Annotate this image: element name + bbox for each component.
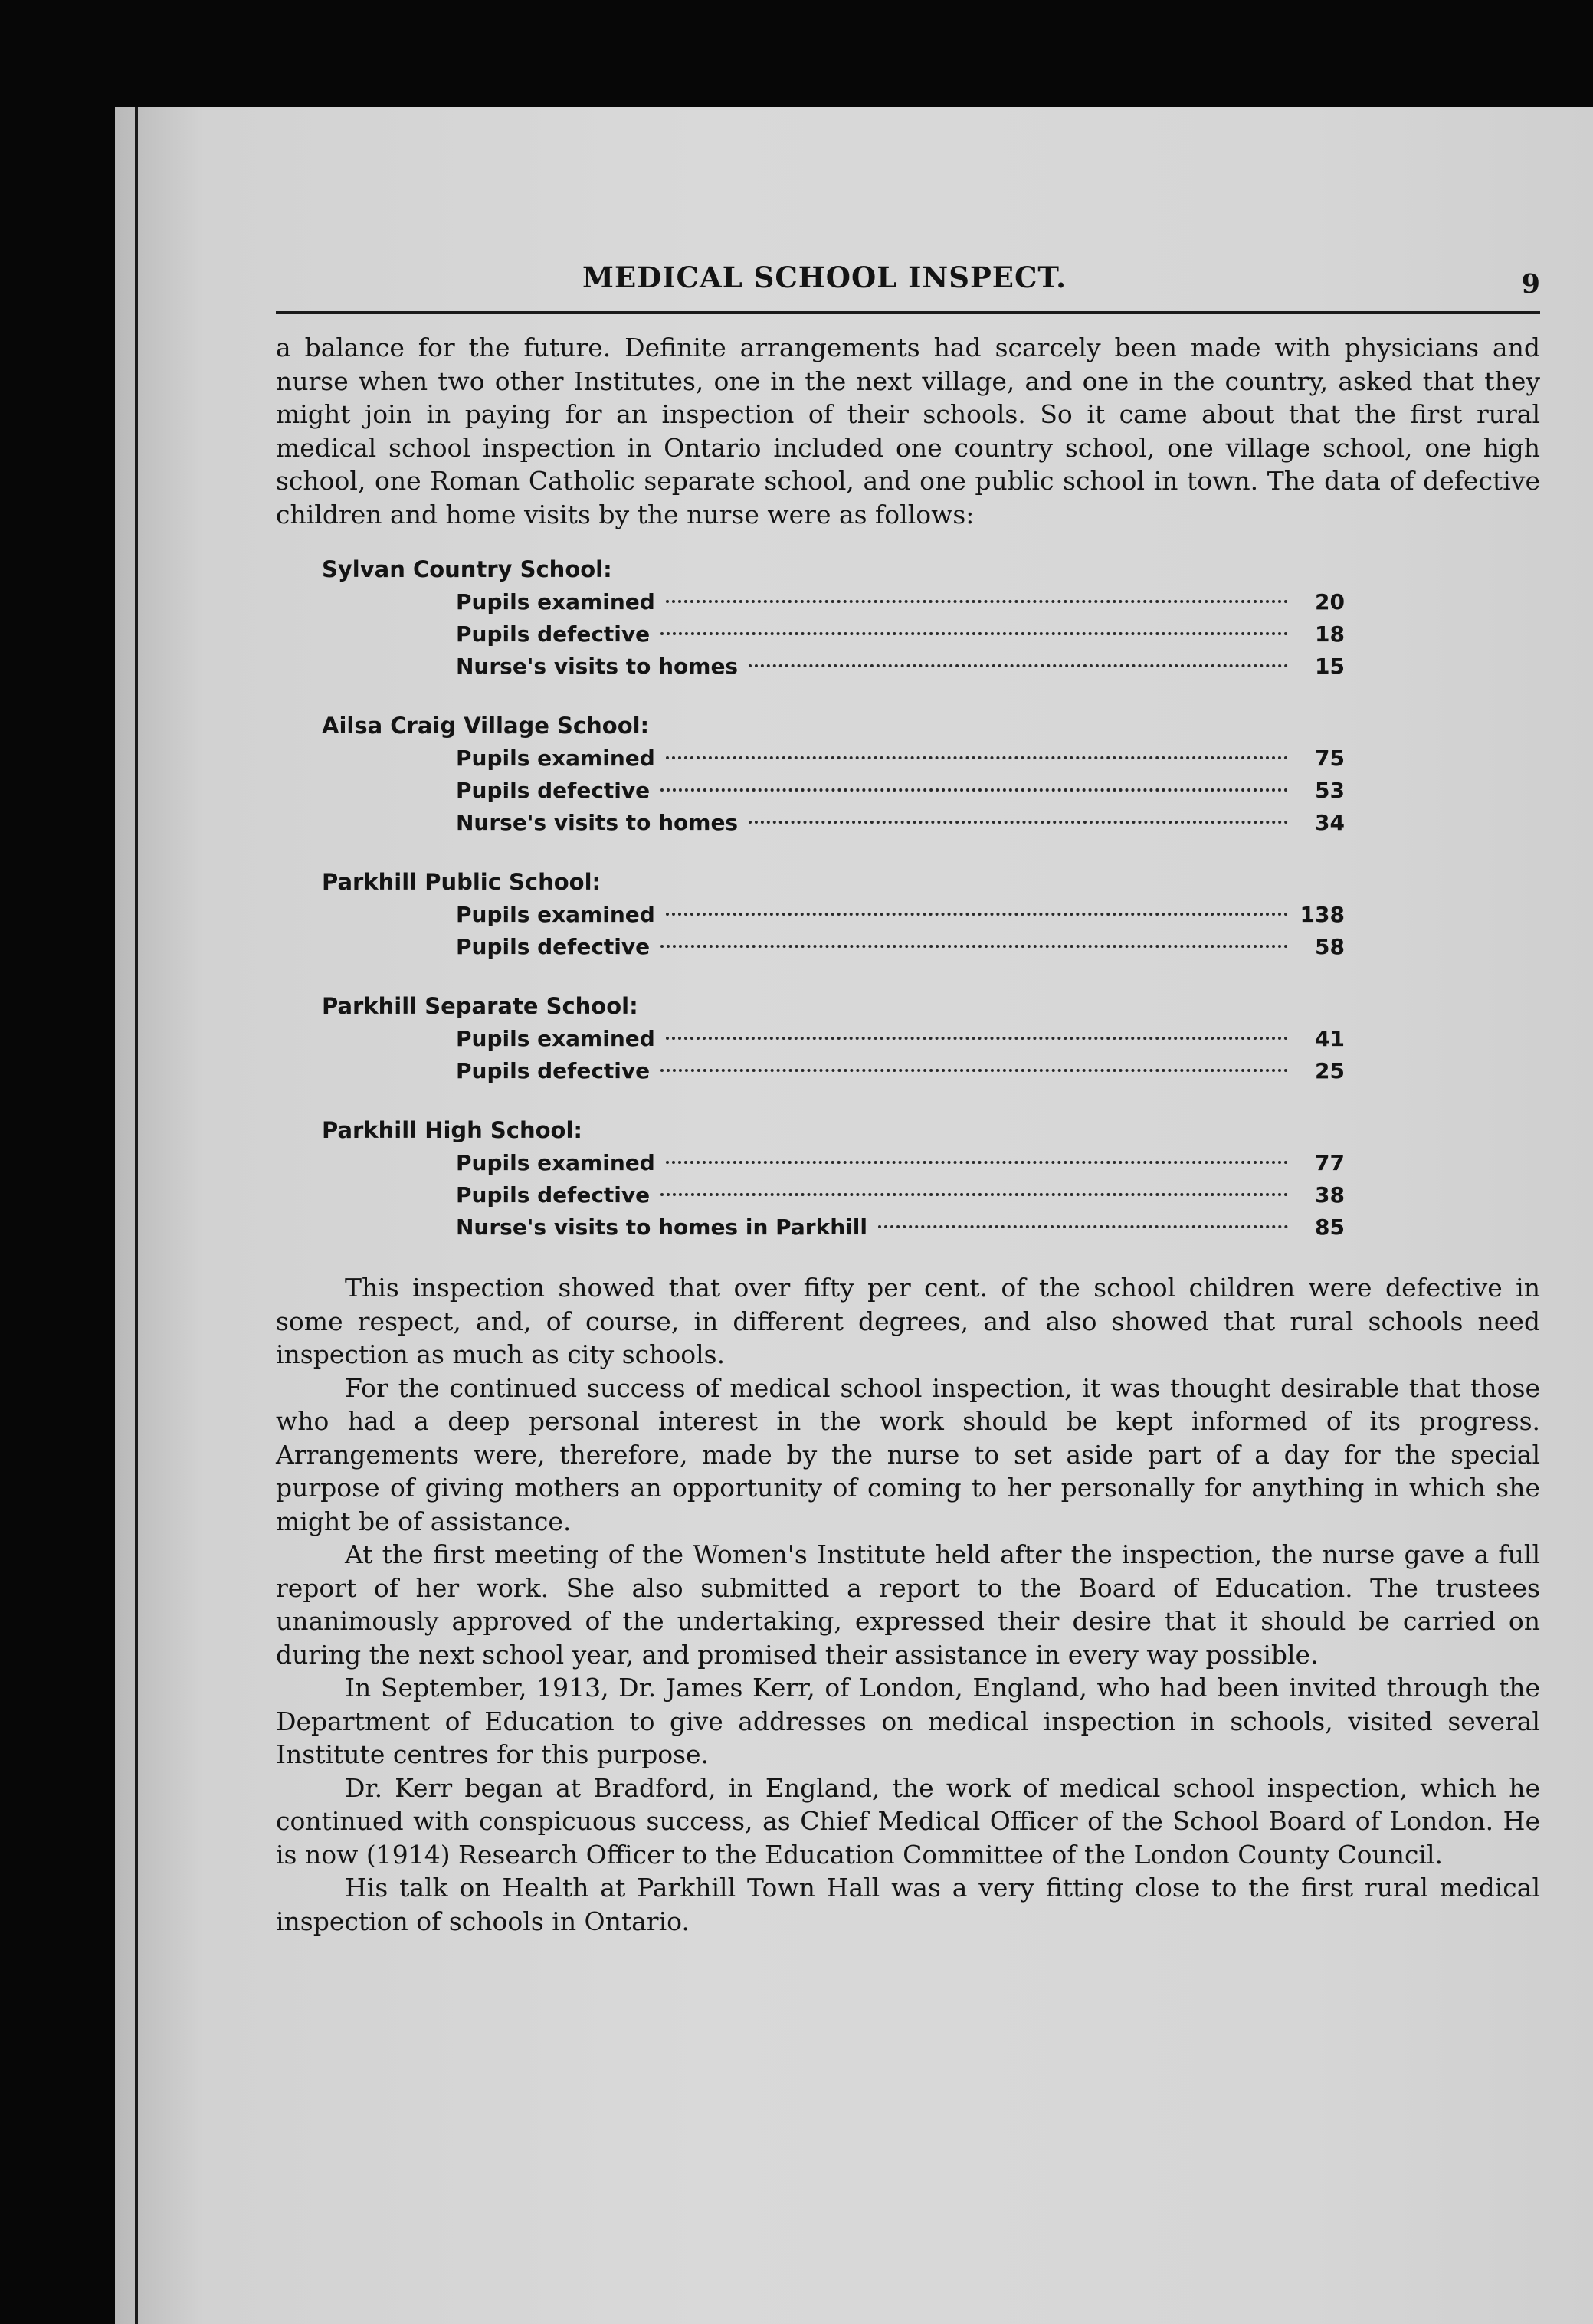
dot-leader xyxy=(666,913,1288,916)
running-head xyxy=(276,261,1540,314)
stat-label: Pupils defective xyxy=(456,778,651,803)
dot-leader xyxy=(666,1161,1288,1164)
stat-value: 58 xyxy=(1315,934,1345,959)
stat-value: 41 xyxy=(1315,1026,1345,1051)
stat-label: Nurse's visits to homes xyxy=(456,654,739,679)
running-title: MEDICAL SCHOOL INSPECT. xyxy=(582,261,1067,294)
stat-label: Pupils defective xyxy=(456,934,651,959)
dot-leader xyxy=(660,788,1288,792)
stat-value: 18 xyxy=(1315,621,1345,647)
school-name: Parkhill High School: xyxy=(322,1117,583,1143)
stat-value: 75 xyxy=(1315,746,1345,771)
stat-row-pupils-examined xyxy=(456,586,1345,618)
school-block xyxy=(276,552,1540,683)
dot-leader xyxy=(666,1037,1288,1040)
dot-leader xyxy=(666,756,1288,759)
stat-value: 38 xyxy=(1315,1182,1345,1208)
stat-row-pupils-defective xyxy=(456,1179,1345,1211)
school-block xyxy=(276,865,1540,963)
stat-row-pupils-defective xyxy=(456,931,1345,963)
page-binding-edge xyxy=(135,107,138,2324)
stat-row-pupils-defective xyxy=(456,1055,1345,1087)
body-paragraph: This inspection showed that over fifty per cent. of the school children were defective in some respect, and, of course, in different degrees, and also showed that rural schools need inspection as much as city schools. xyxy=(276,1273,1540,1369)
stat-label: Pupils defective xyxy=(456,1058,651,1083)
stat-value: 53 xyxy=(1315,778,1345,803)
stat-label: Pupils defective xyxy=(456,1182,651,1208)
body-paragraphs xyxy=(276,1271,1540,1938)
text-block xyxy=(276,261,1540,1938)
stat-row-nurse-s-visits-to-homes-in-parkhill xyxy=(456,1211,1345,1244)
stat-value: 15 xyxy=(1315,654,1345,679)
school-block xyxy=(276,1113,1540,1244)
school-name: Sylvan Country School: xyxy=(322,556,612,582)
body-paragraph: His talk on Health at Parkhill Town Hall was a very fitting close to the first rural medical inspection of schools in Ontario. xyxy=(276,1873,1540,1936)
stat-value: 34 xyxy=(1315,810,1345,835)
dot-leader xyxy=(749,664,1288,667)
opening-paragraph: a balance for the future. Definite arrangements had scarcely been made with physicians and nurse when two other Institutes, one in the next village, and one in the country, asked that they might join in paying for an inspection of their schools. So it came about that the first rural medical school inspection in Ontario included one country school, one village school, one high school, one Roman Catholic separate school, and one public school in town. The data of defective children and home visits by the nurse were as follows: xyxy=(276,333,1540,529)
body-paragraph: At the first meeting of the Women's Institute held after the inspection, the nurse gave a full report of her work. She also submitted a report to the Board of Education. The trustees unanimously approved of the undertaking, expressed their desire that it should be carried on during the next school year, and promised their assistance in every way possible. xyxy=(276,1539,1540,1670)
dot-leader xyxy=(660,1193,1288,1196)
stat-row-nurse-s-visits-to-homes xyxy=(456,651,1345,683)
dot-leader xyxy=(660,945,1288,948)
school-data-list xyxy=(276,552,1540,1244)
dot-leader xyxy=(660,632,1288,635)
stat-label: Pupils examined xyxy=(456,902,655,927)
stat-value: 138 xyxy=(1300,902,1345,927)
body-paragraph: Dr. Kerr began at Bradford, in England, the work of medical school inspection, which he continued with conspicuous success, as Chief Medical Officer of the School Board of London. He is now (1914) Research Officer to the Education Committee of the London County Council. xyxy=(276,1772,1540,1870)
stat-value: 85 xyxy=(1315,1214,1345,1240)
school-block xyxy=(276,989,1540,1087)
dot-leader xyxy=(660,1069,1288,1072)
stat-value: 77 xyxy=(1315,1150,1345,1175)
stat-row-pupils-defective xyxy=(456,618,1345,651)
dot-leader xyxy=(749,821,1288,824)
stat-label: Pupils examined xyxy=(456,589,655,615)
stat-row-pupils-examined xyxy=(456,1023,1345,1055)
stat-row-pupils-examined xyxy=(456,742,1345,775)
stat-label: Pupils examined xyxy=(456,1150,655,1175)
school-name: Parkhill Separate School: xyxy=(322,993,638,1019)
stat-row-pupils-examined xyxy=(456,899,1345,931)
dot-leader xyxy=(878,1225,1288,1228)
body-paragraph: For the continued success of medical school inspection, it was thought desirable that those who had a deep personal interest in the work should be kept informed of its progress. Arrangements were, therefore, made by the nurse to set aside part of a day for the special purpose of giving mothers an opportunity of coming to her personally for anything in which she might be of assistance. xyxy=(276,1372,1540,1536)
stat-label: Nurse's visits to homes in Parkhill xyxy=(456,1214,867,1240)
page-number: 9 xyxy=(1521,268,1540,300)
stat-value: 25 xyxy=(1315,1058,1345,1083)
dot-leader xyxy=(666,600,1288,603)
school-name: Parkhill Public School: xyxy=(322,869,601,895)
stat-value: 20 xyxy=(1315,589,1345,615)
school-block xyxy=(276,709,1540,839)
stat-row-nurse-s-visits-to-homes xyxy=(456,807,1345,839)
stat-row-pupils-examined xyxy=(456,1147,1345,1179)
stat-label: Pupils examined xyxy=(456,1026,655,1051)
stat-label: Pupils defective xyxy=(456,621,651,647)
stat-label: Pupils examined xyxy=(456,746,655,771)
stat-label: Nurse's visits to homes xyxy=(456,810,739,835)
school-name: Ailsa Craig Village School: xyxy=(322,713,650,739)
stat-row-pupils-defective xyxy=(456,775,1345,807)
book-page xyxy=(115,107,1593,2324)
body-paragraph: In September, 1913, Dr. James Kerr, of London, England, who had been invited through the Department of Education to give addresses on medical inspection in schools, visited several Institute centres for this purpose. xyxy=(276,1673,1540,1769)
